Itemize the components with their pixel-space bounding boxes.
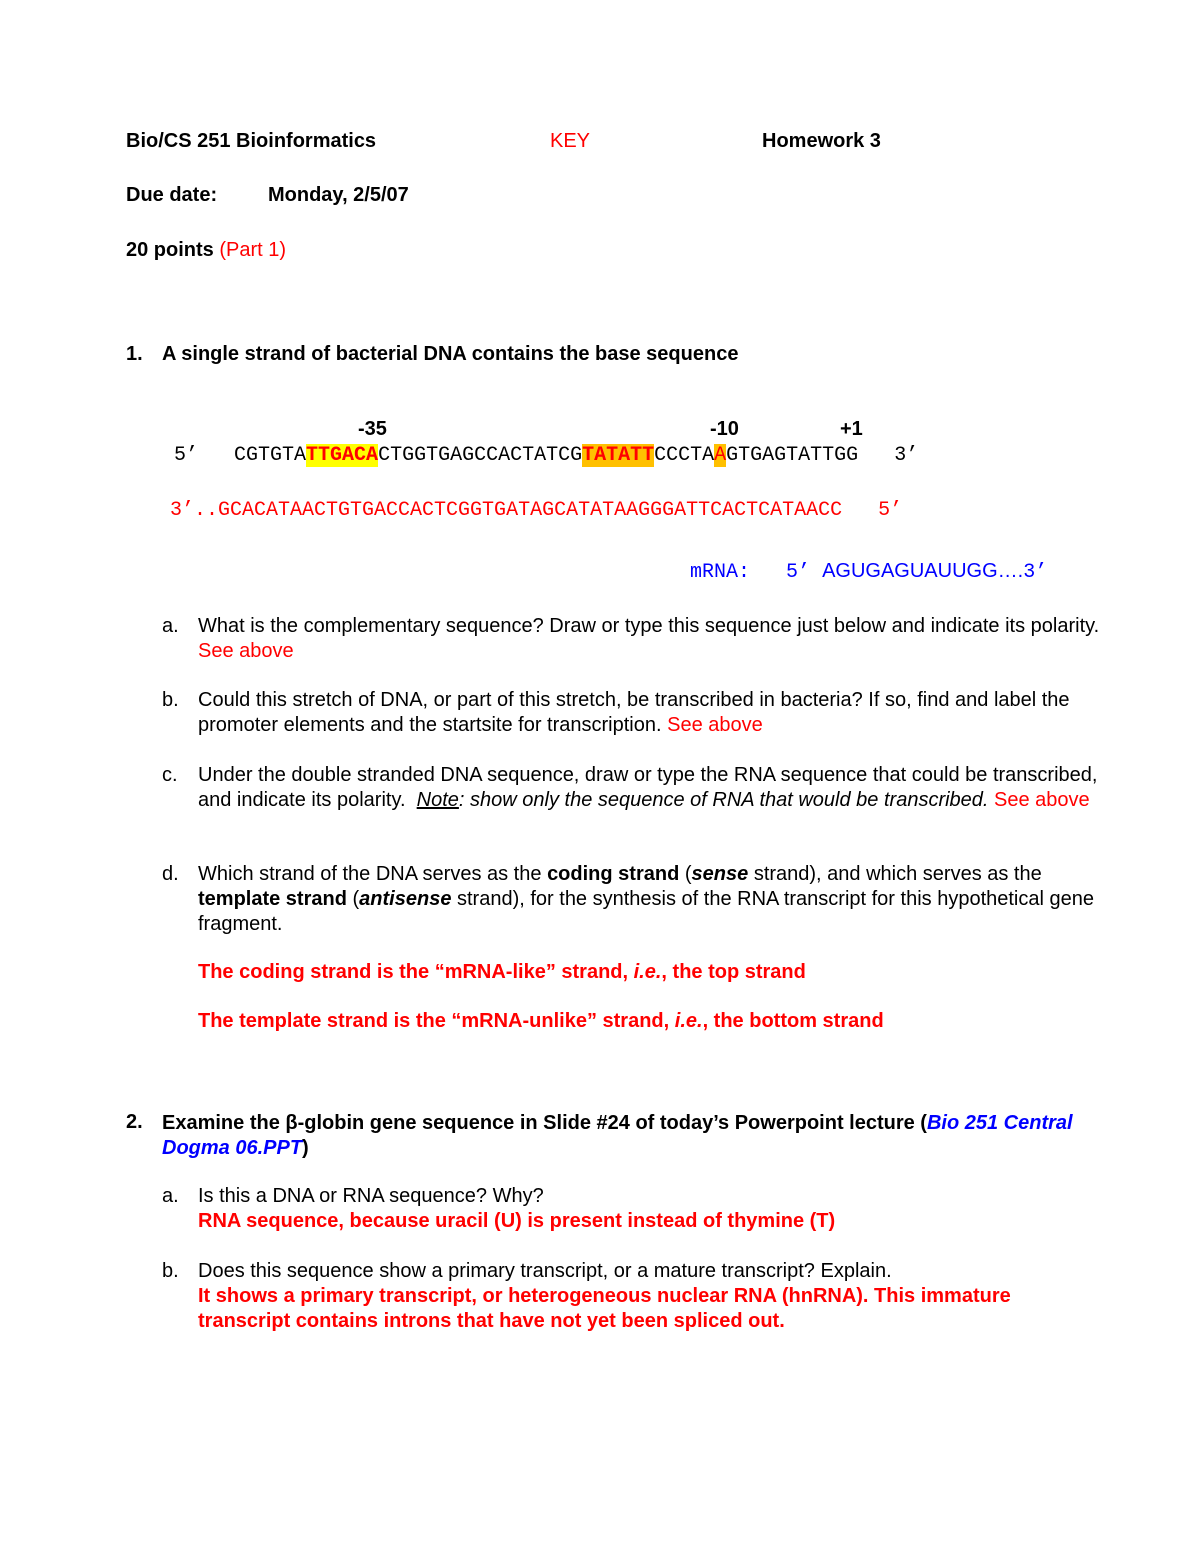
q1c-text2: : show only the sequence of RNA that would be transcribed. — [458, 789, 989, 811]
q1d-text1: Which strand of the DNA serves as the — [198, 863, 542, 885]
q1b — [162, 688, 1122, 738]
q1a-text: What is the complementary sequence? Draw or type this sequence just below and indicate its polarity. — [198, 615, 1100, 637]
q1d-antisense: antisense — [359, 888, 452, 910]
q2b-marker: b. — [162, 1260, 179, 1282]
q2b-text: Does this sequence show a primary transcript, or a mature transcript? Explain. — [198, 1260, 892, 1282]
q1d-ans2-end: , the bottom strand — [702, 1010, 884, 1032]
q2-ppt-reference: Bio 251 Central Dogma 06.PPT — [162, 1112, 1073, 1159]
bottom-strand — [170, 499, 902, 522]
due-date-value: Monday, 2/5/07 — [268, 184, 409, 206]
q1b-answer: See above — [667, 714, 763, 736]
q1d-ans2-text: The template strand is the “mRNA-unlike” strand, — [198, 1010, 670, 1032]
q1d-marker: d. — [162, 863, 179, 885]
q1d-paren1: ( — [684, 863, 692, 885]
q2a — [162, 1184, 1122, 1234]
mrna-label: mRNA: — [690, 561, 751, 584]
q1b-marker: b. — [162, 689, 179, 711]
q1d-ans1-end: , the top strand — [661, 961, 806, 983]
q1d-text3: strand), and which serves as the — [753, 863, 1042, 885]
q2-number: 2. — [126, 1111, 143, 1133]
q1a-marker: a. — [162, 615, 179, 637]
q1c-note: Note — [416, 789, 459, 811]
q1d-sense: sense — [691, 863, 749, 885]
q1d-text5: strand), for the synthesis of the RNA transcript for this hypothetical gene fragment. — [198, 888, 1094, 935]
q1c-text1: Under the double stranded DNA sequence, draw or type the RNA sequence that could be transcribed, and indicate its polarity. — [198, 764, 1098, 811]
q2-prompt-text: Examine the β-globin gene sequence in Slide #24 of today’s Powerpoint lecture ( — [162, 1112, 927, 1134]
q1d-coding: coding strand — [547, 863, 680, 885]
q2a-answer: RNA sequence, because uracil (U) is present instead of thymine (T) — [198, 1210, 836, 1232]
label-plus1: +1 — [840, 418, 863, 440]
q1-number: 1. — [126, 343, 143, 365]
top-strand-seg1: CGTGTA — [234, 444, 307, 467]
mrna-line — [690, 560, 1047, 584]
q1b-text: Could this stretch of DNA, or part of this stretch, be transcribed in bacteria? If so, find and label the promoter elements and the startsite for transcription. — [198, 689, 1070, 736]
q2a-marker: a. — [162, 1185, 179, 1207]
top-strand-seg2: CTGGTGAGCCACTATCG — [378, 444, 583, 467]
course-title: Bio/CS 251 Bioinformatics — [126, 130, 377, 152]
mrna-3prime: 3’ — [1023, 561, 1048, 584]
mrna-5prime: 5’ — [786, 561, 811, 584]
q2-prompt-close: ) — [302, 1137, 309, 1159]
bottom-strand-5prime: 5’ — [878, 499, 903, 522]
q1d-answer-coding — [198, 961, 806, 984]
q1a-answer: See above — [198, 640, 294, 662]
q1-prompt: A single strand of bacterial DNA contains the base sequence — [162, 343, 739, 365]
part-label: (Part 1) — [219, 239, 287, 261]
points-value: 20 points — [126, 239, 214, 261]
q1d-paren2: ( — [352, 888, 360, 910]
q1c-marker: c. — [162, 764, 178, 786]
top-strand — [174, 444, 918, 467]
bottom-strand-seq: GCACATAACTGTGACCACTCGGTGATAGCATATAAGGGATTCACTCATAACC — [218, 499, 843, 522]
label-minus10: -10 — [710, 418, 739, 440]
top-strand-seg4: GTGAGTATTGG — [726, 444, 859, 467]
q1d-answer-template — [198, 1010, 884, 1033]
top-strand-3prime: 3’ — [894, 444, 919, 467]
mrna-seq: AGUGAGUAUUGG…. — [822, 560, 1024, 582]
homework-label: Homework 3 — [762, 130, 881, 152]
q1d-ans1-text: The coding strand is the “mRNA-like” strand, — [198, 961, 629, 983]
q1c-answer: See above — [994, 789, 1090, 811]
due-date-label: Due date: — [126, 184, 218, 206]
q1a — [162, 614, 1122, 664]
q2a-text: Is this a DNA or RNA sequence? Why? — [198, 1185, 544, 1207]
box-minus10: TATATT — [582, 444, 655, 467]
points-line — [126, 239, 286, 262]
key-label: KEY — [550, 130, 591, 152]
bottom-strand-3prime: 3’.. — [170, 499, 219, 522]
q1c — [162, 763, 1122, 813]
q1d-ans1-ie: i.e. — [633, 961, 662, 983]
box-minus35: TTGACA — [306, 444, 379, 467]
top-strand-seg3: CCCTA — [654, 444, 715, 467]
top-strand-5prime: 5’ — [174, 444, 199, 467]
q1d-template: template strand — [198, 888, 347, 910]
q2-prompt — [162, 1111, 1102, 1161]
q1d-ans2-ie: i.e. — [674, 1010, 703, 1032]
start-site: A — [714, 444, 727, 467]
q1d — [162, 862, 1122, 937]
label-minus35: -35 — [358, 418, 387, 440]
q2b — [162, 1259, 1122, 1334]
q2b-answer: It shows a primary transcript, or heterogeneous nuclear RNA (hnRNA). This immature transcript contains introns that have not yet been spliced out. — [198, 1285, 1011, 1332]
